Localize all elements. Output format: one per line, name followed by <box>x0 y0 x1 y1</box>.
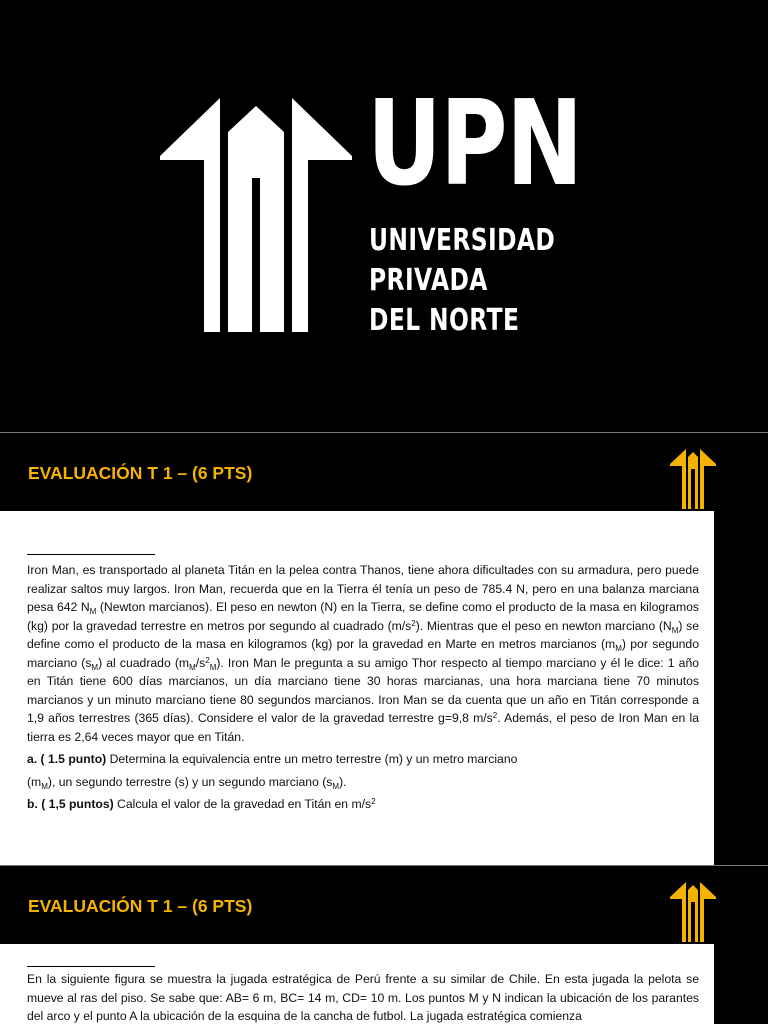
footnote-rule <box>27 554 155 555</box>
logo-line-2: PRIVADA <box>369 263 488 298</box>
upn-arrow-icon <box>670 882 716 942</box>
footnote-rule <box>27 966 155 967</box>
part-a: a. ( 1.5 punto) Determina la equivalencia entre un metro terrestre (m) y un metro marciano <box>27 752 518 766</box>
problem-text: Iron Man, es transportado al planeta Titán en la pelea contra Thanos, tiene ahora dificultades con su armadura, pero puede realizar saltos muy largos. Iron Man, recuerda que en la Tierra él tenía un peso de 785.4 N, pero en una balanza marciana pesa 642 $N_M$ (Newton marcianos). El peso en newton (N) en la Tierra, se define como el producto de la masa en kilogramos (kg) por la gravedad terrestre en metros por segundo al cuadrado $(m/s^2)$. Mientras que el peso en newton marciano $(N_M)$ se define como el producto de la masa en kilogramos (kg) por la gravedad en Marte en metros marcianos $(m_M)$ por segundo marciano $(s_M)$ al cuadrado $(m_M/s^2_M)$. Iron Man le pregunta a su amigo Thor respecto al tiempo marciano y él le dice: 1 año en Titán tiene 600 días marcianos, un día marciano tiene 30 horas marcianas, una hora marciana tiene 70 minutos marcianos y un minuto marciano tiene 80 segundos marcianos. Iron Man se da cuenta que un año en Titán corresponde a 1,9 años terrestres (365 días). Considere el valor de la gravedad terrestre g=9,8 $m/s^2$. Además, el peso de Iron Man en la tierra es 2,64 veces mayor que en Titán. a. ( 1.5 punto) Determina la equivalencia entre un metro terrestre (m) y un metro marciano $(m_M)$, un segundo terrestre (s) y un segundo marciano $(s_M)$. b. ( 1,5 puntos) Calcula el valor de la gravedad en Titán en $m/s^2$ <box>27 561 699 814</box>
slide-title: EVALUACIÓN T 1 – (6 PTS) <box>28 896 253 916</box>
slide-content <box>0 944 714 1024</box>
cover-slide <box>0 0 768 432</box>
logo-abbreviation: UPN <box>367 74 582 212</box>
question-slide-2 <box>0 866 768 1024</box>
part-a-continued: $(m_M)$, un segundo terrestre (s) y un segundo marciano $(s_M)$. <box>27 774 347 791</box>
slide-header <box>0 433 768 511</box>
slide-header <box>0 866 768 944</box>
problem-text: En la siguiente figura se muestra la jugada estratégica de Perú frente a su similar de Chile. En esta jugada la pelota se mueve al ras del piso. Se sabe que: AB= 6 m, BC= 14 m, CD= 10 m. Los puntos M y N indican la ubicación de los parantes del arco y el punto A la ubicación de la esquina de la cancha de futbol. La jugada estratégica comienza <box>27 972 699 1023</box>
logo-line-3: DEL NORTE <box>369 303 520 338</box>
upn-arrow-icon <box>670 449 716 509</box>
upn-arrow-logo-icon <box>156 96 356 332</box>
slide-content <box>0 511 714 865</box>
logo-line-1: UNIVERSIDAD <box>369 223 556 258</box>
part-b: b. ( 1,5 puntos) Calcula el valor de la gravedad en Titán en $m/s^2$ <box>27 797 376 811</box>
question-slide-1 <box>0 433 768 865</box>
slide-title: EVALUACIÓN T 1 – (6 PTS) <box>28 463 253 483</box>
